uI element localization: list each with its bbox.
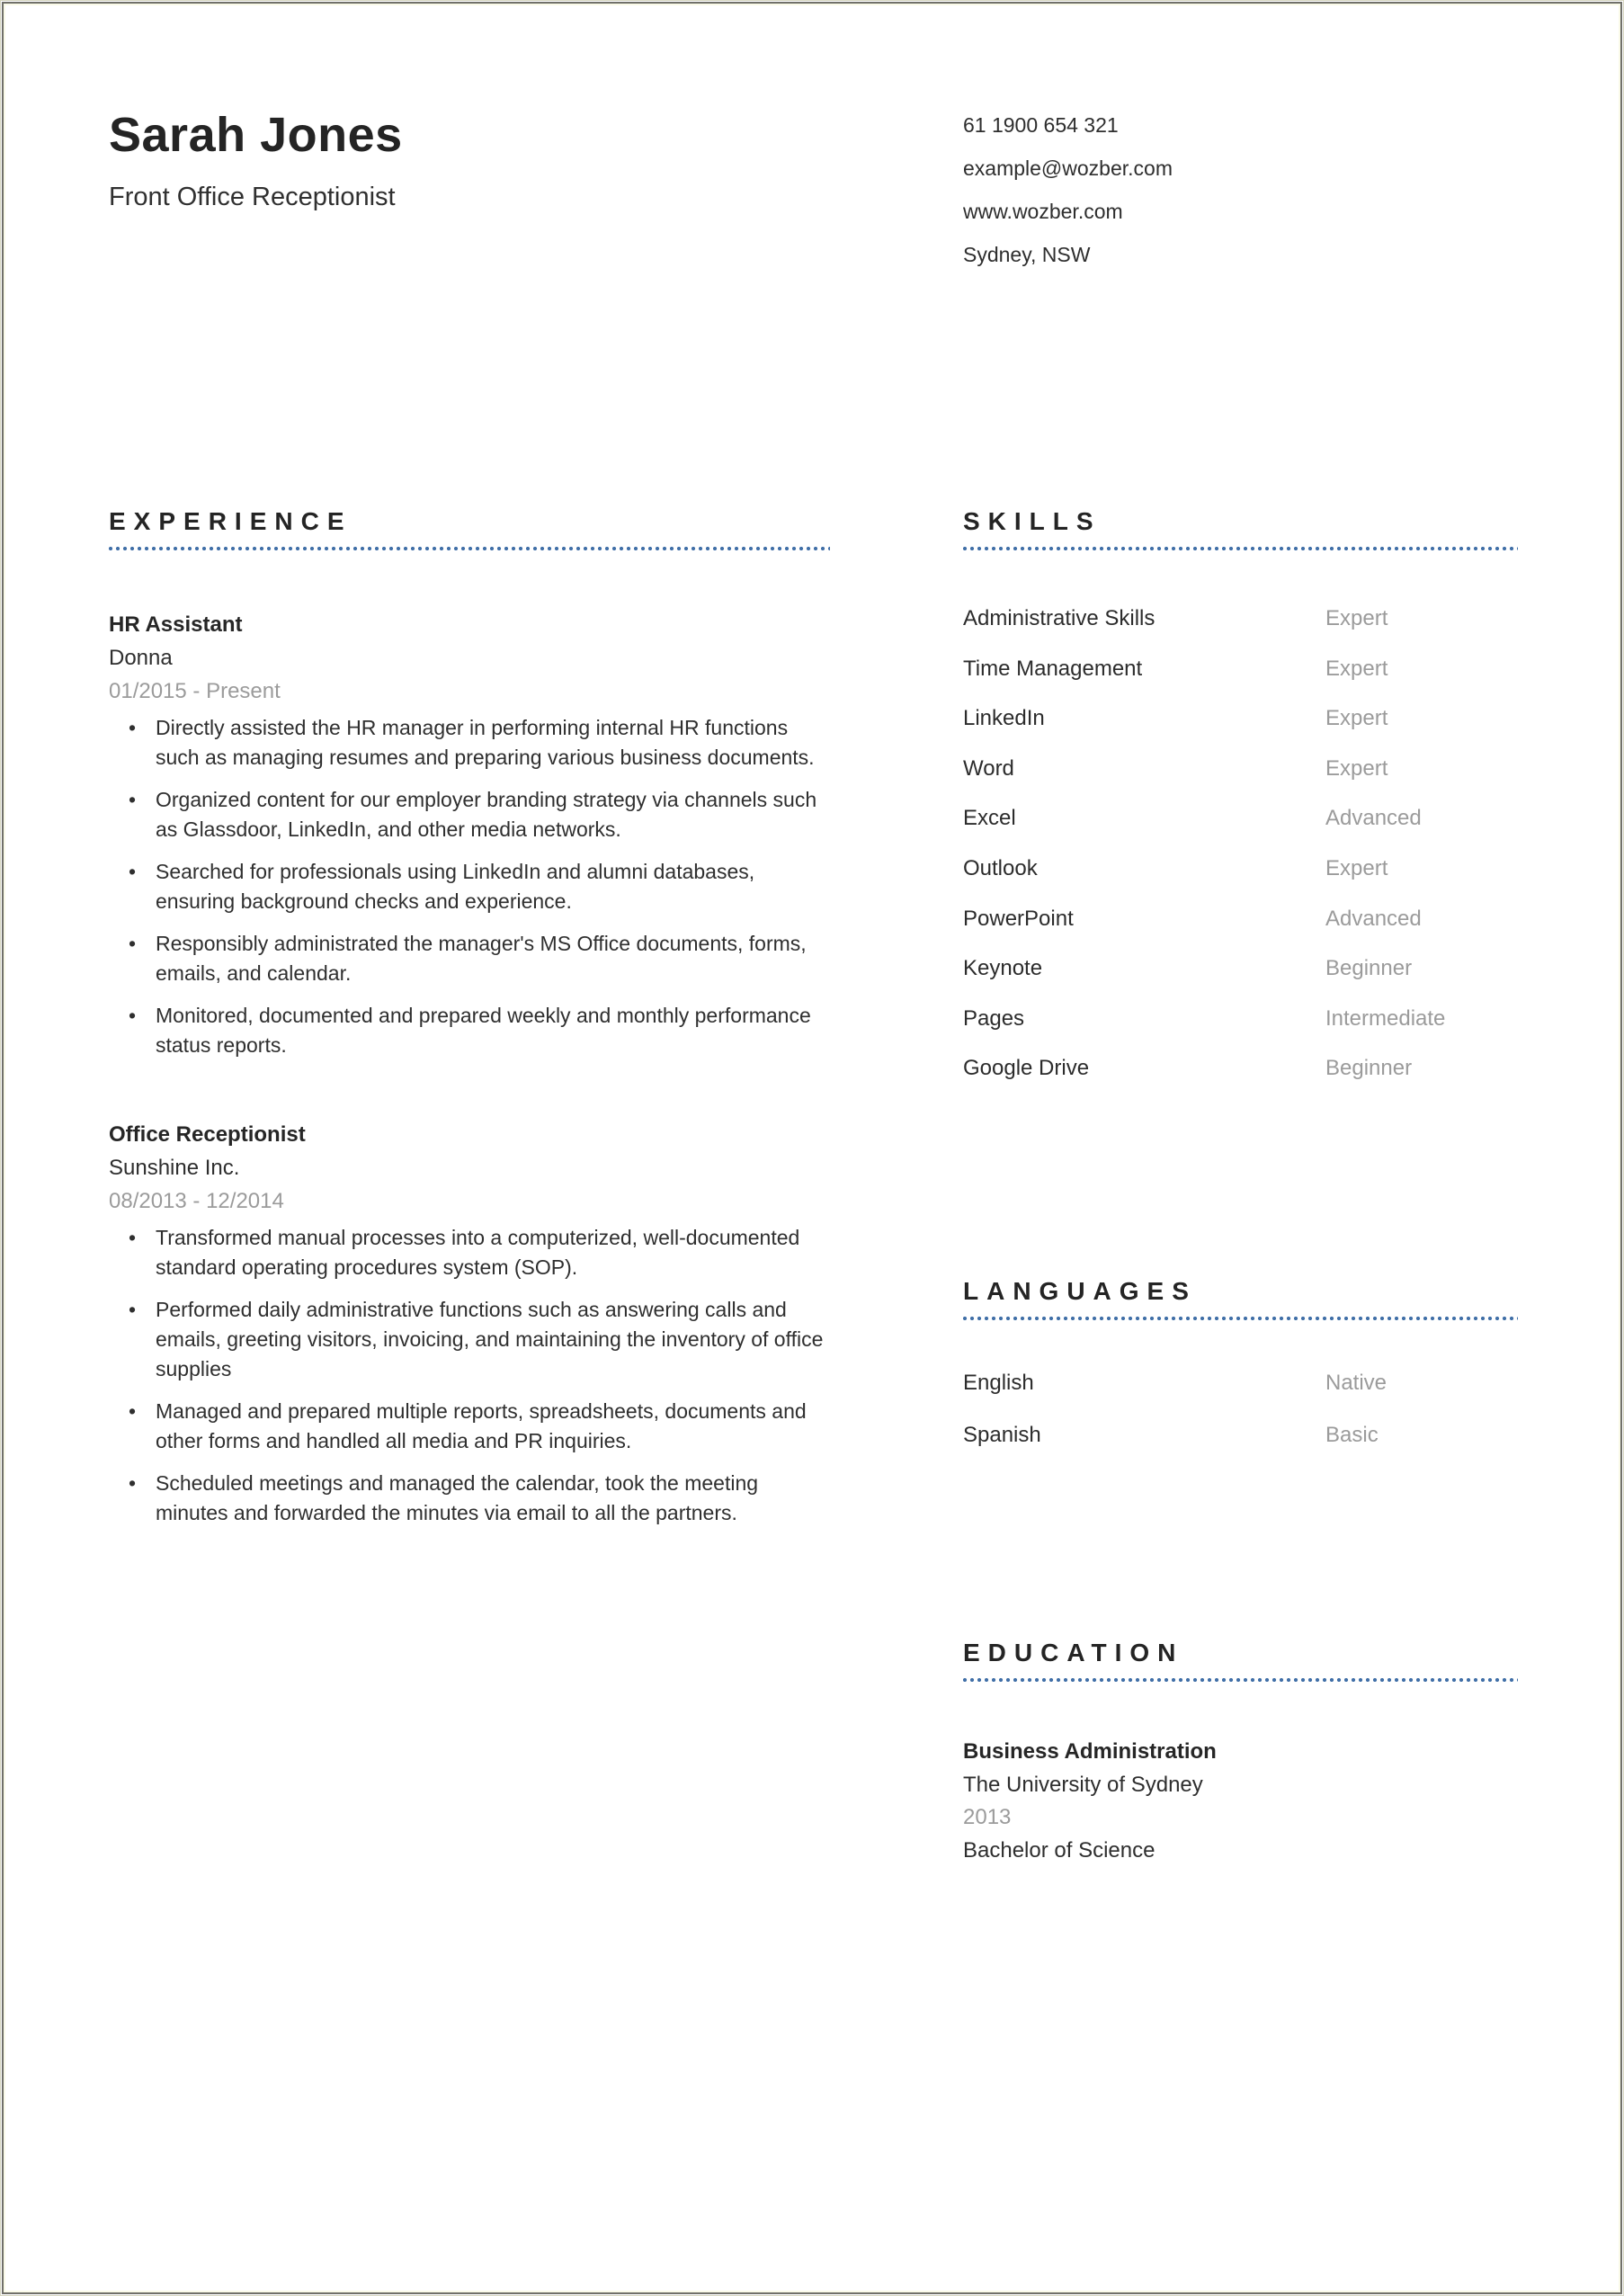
skill-row [963,1006,1518,1057]
education-heading: EDUCATION [963,1639,1184,1666]
job-dates: 01/2015 - Present [109,679,281,703]
skill-level: Expert [1325,606,1388,630]
skill-name: Administrative Skills [963,606,1156,630]
education-school: The University of Sydney [963,1772,1203,1797]
bullet-item: • Responsibly administrated the manager's MS Office documents, forms, emails, and calendar. [109,929,825,988]
contact-email: example@wozber.com [963,156,1173,180]
skill-name: Time Management [963,656,1143,681]
contact-phone: 61 1900 654 321 [963,113,1119,137]
language-name: English [963,1371,1034,1395]
skill-level: Advanced [1325,806,1422,831]
language-level: Native [1325,1371,1388,1395]
language-name: Spanish [963,1423,1041,1447]
skill-row [963,657,1518,707]
job-dates: 08/2013 - 12/2014 [109,1189,284,1213]
skill-level: Intermediate [1325,1005,1446,1031]
skill-name: Google Drive [963,1056,1090,1081]
language-row [963,1371,1518,1423]
job-bullet-list [109,713,830,1060]
bullet-item: • Transformed manual processes into a computerized, well-documented standard operating procedures system (SOP). [109,1223,825,1282]
bullet-item: • Scheduled meetings and managed the calendar, took the meeting minutes and forwarded the minutes via email to all the partners. [109,1469,825,1528]
bullet-item: • Managed and prepared multiple reports, spreadsheets, documents and other forms and handled all media and PR inquiries. [109,1397,825,1456]
bullet-item: • Searched for professionals using LinkedIn and alumni databases, ensuring background checks and experience. [109,857,825,916]
job-company: Donna [109,646,173,670]
skill-name: Pages [963,1005,1025,1031]
dotted-rule [963,1678,1518,1682]
job-title: HR Assistant [109,612,243,637]
skill-name: Excel [963,806,1016,831]
education-section [963,1638,1518,1867]
skill-name: PowerPoint [963,906,1074,931]
job-bullet-list [109,1223,830,1528]
skill-row [963,606,1518,657]
skill-row [963,907,1518,957]
bullet-item: • Organized content for our employer branding strategy via channels such as Glassdoor, LinkedIn, and other media networks. [109,785,825,844]
skill-level: Beginner [1325,956,1413,981]
experience-section [109,506,830,1528]
languages-heading: LANGUAGES [963,1277,1197,1305]
job-title: Office Receptionist [109,1122,306,1147]
person-job-title: Front Office Receptionist [109,183,396,211]
dotted-rule [109,547,830,550]
skill-row [963,806,1518,856]
skill-level: Expert [1325,755,1388,781]
skill-row [963,756,1518,807]
languages-section [963,1276,1518,1475]
education-year: 2013 [963,1805,1012,1829]
skill-name: Word [963,755,1014,781]
contact-block [963,103,1173,276]
skill-row [963,706,1518,756]
job-entry [109,608,830,1060]
skill-row [963,1056,1518,1106]
skills-heading: SKILLS [963,507,1102,535]
skill-name: LinkedIn [963,706,1045,731]
education-degree: Bachelor of Science [963,1837,1156,1863]
bullet-item: • Performed daily administrative functions such as answering calls and emails, greeting visitors, invoicing, and maintaining the inventory of office supplies [109,1295,825,1384]
skill-name: Keynote [963,956,1043,981]
bullet-item: • Monitored, documented and prepared weekly and monthly performance status reports. [109,1001,825,1060]
skills-section [963,506,1518,1106]
skill-name: Outlook [963,855,1038,880]
contact-location: Sydney, NSW [963,243,1091,266]
skill-level: Expert [1325,656,1388,681]
language-row [963,1423,1518,1475]
dotted-rule [963,547,1518,550]
skill-level: Advanced [1325,906,1422,931]
skill-level: Expert [1325,855,1388,880]
job-entry [109,1118,830,1528]
experience-heading: EXPERIENCE [109,507,352,535]
language-level: Basic [1325,1423,1379,1447]
skill-row [963,856,1518,907]
job-company: Sunshine Inc. [109,1156,240,1180]
skill-row [963,956,1518,1006]
person-name: Sarah Jones [109,108,403,162]
bullet-item: • Directly assisted the HR manager in performing internal HR functions such as managing resumes and preparing various business documents. [109,713,825,773]
contact-website: www.wozber.com [963,200,1123,223]
education-field: Business Administration [963,1739,1217,1764]
dotted-rule [963,1317,1518,1320]
skill-level: Beginner [1325,1056,1413,1081]
skill-level: Expert [1325,706,1388,731]
